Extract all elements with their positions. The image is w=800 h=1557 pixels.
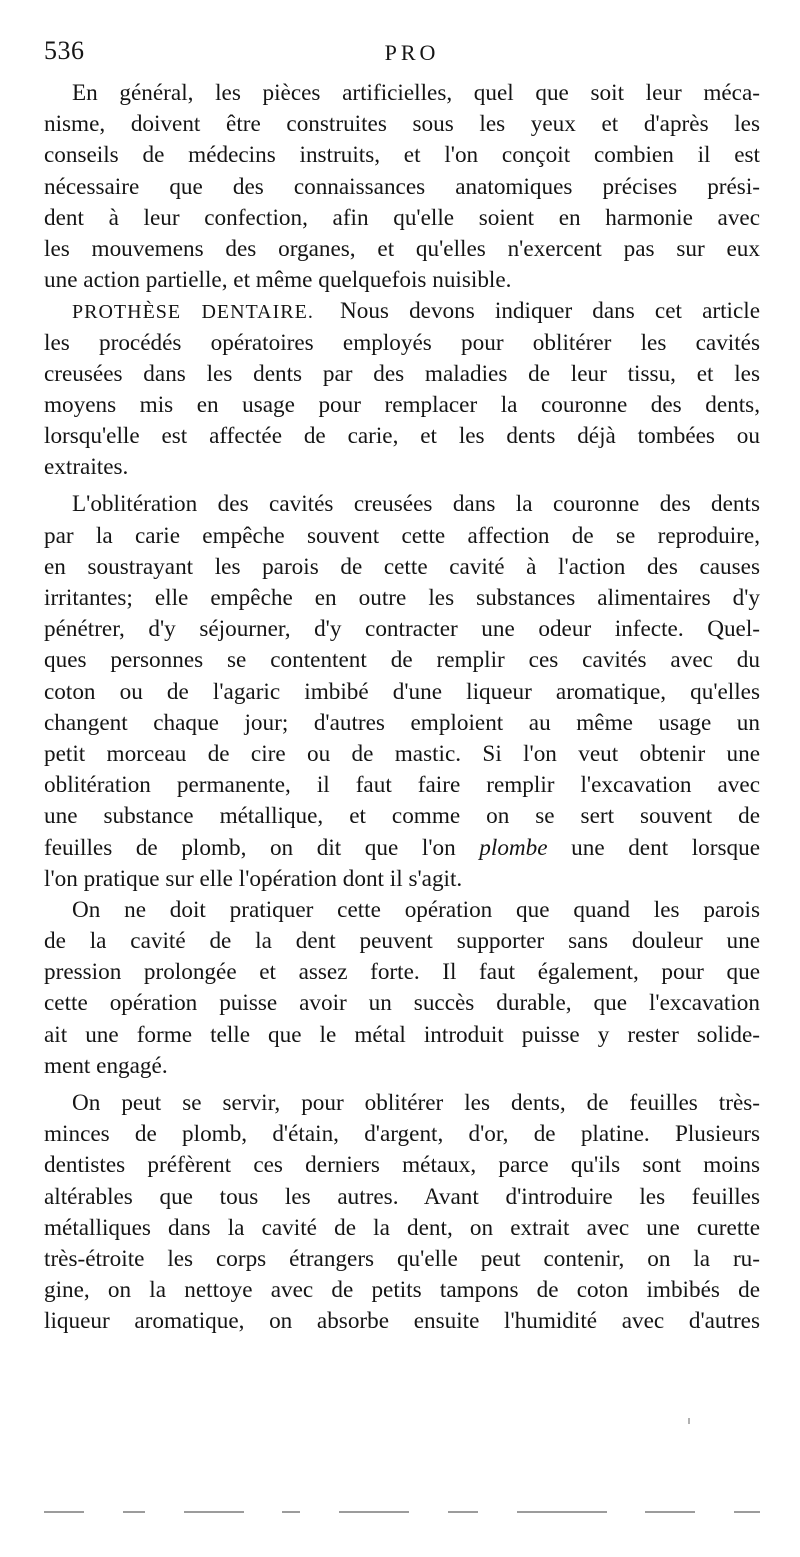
text-line: très-étroite les corps étrangers qu'elle peut contenir, on la ru- <box>44 1245 760 1272</box>
italic-term: plombe <box>479 834 548 861</box>
paragraph-conditions <box>44 895 760 1082</box>
running-head: PRO <box>384 40 440 65</box>
text-line: On peut se servir, pour oblitérer les dents, de feuilles très- <box>72 1090 760 1116</box>
text-line: pénétrer, d'y séjourner, d'y contracter une odeur infecte. Quel- <box>44 616 760 643</box>
text-run: feuilles de plomb, on dit que l'on <box>44 834 456 861</box>
text-line: moyens mis en usage pour remplacer la couronne des dents, <box>44 391 760 418</box>
scan-speck <box>688 1418 690 1424</box>
text-line: dent à leur confection, afin qu'elle soient en harmonie avec <box>44 204 760 231</box>
text-run: une dent lorsque <box>571 834 760 861</box>
paragraph-prothese-dentaire <box>44 296 760 483</box>
text-line: cette opération puisse avoir un succès durable, que l'excavation <box>44 990 760 1017</box>
text-line <box>44 833 760 864</box>
text-line: ques personnes se contentent de remplir ces cavités avec du <box>44 647 760 674</box>
page-header <box>44 36 760 76</box>
text-line: On ne doit pratiquer cette opération que quand les parois <box>72 896 760 923</box>
text-line: minces de plomb, d'étain, d'argent, d'or, de platine. Plusieurs <box>44 1121 760 1148</box>
text-line: dentistes préfèrent ces derniers métaux, parce qu'ils sont moins <box>44 1152 760 1179</box>
paragraph-general <box>44 78 760 296</box>
body-text <box>44 78 760 1338</box>
text-line: les procédés opératoires employés pour oblitérer les cavités <box>44 329 760 356</box>
text-line <box>44 296 760 327</box>
text-line: coton ou de l'agaric imbibé d'une liqueur aromatique, qu'elles <box>44 678 760 705</box>
text-line: irritantes; elle empêche en outre les substances alimentaires d'y <box>44 585 760 611</box>
text-line: L'oblitération des cavités creusées dans la couronne des dents <box>72 491 760 518</box>
text-line: nisme, doivent être construites sous les yeux et d'après les <box>44 111 760 138</box>
page-number: 536 <box>44 36 85 65</box>
text-line: creusées dans les dents par des maladies de leur tissu, et les <box>44 360 760 387</box>
paragraph-metals <box>44 1088 760 1338</box>
text-line: une substance métallique, et comme on se sert souvent de <box>44 803 760 830</box>
section-heading: PROTHÈSE DENTAIRE. <box>72 301 314 324</box>
text-line: nécessaire que des connaissances anatomiques précises prési- <box>44 173 760 200</box>
text-line: lorsqu'elle est affectée de carie, et les dents déjà tombées ou <box>44 423 760 450</box>
text-line: liqueur aromatique, on absorbe ensuite l'humidité avec d'autres <box>44 1308 760 1335</box>
text-line: métalliques dans la cavité de la dent, on extrait avec une curette <box>44 1214 760 1241</box>
text-line: oblitération permanente, il faut faire remplir l'excavation avec <box>44 772 760 799</box>
text-line: en soustrayant les parois de cette cavité à l'action des causes <box>44 553 760 580</box>
text-line: de la cavité de la dent peuvent supporter sans douleur une <box>44 928 760 955</box>
text-line: changent chaque jour; d'autres emploient au même usage un <box>44 709 760 736</box>
scan-noise-strip <box>44 1510 760 1514</box>
text-line: par la carie empêche souvent cette affection de se reproduire, <box>44 522 760 549</box>
text-run: Nous devons indiquer dans cet article <box>339 298 761 325</box>
text-line: petit morceau de cire ou de mastic. Si l'on veut obtenir une <box>44 740 760 767</box>
text-line: conseils de médecins instruits, et l'on conçoit combien il est <box>44 142 760 169</box>
text-line: l'on pratique sur elle l'opération dont il s'agit. <box>44 865 463 892</box>
text-line: extraites. <box>44 454 129 481</box>
text-line: ment engagé. <box>44 1052 168 1079</box>
text-line: une action partielle, et même quelquefois nuisible. <box>44 267 512 294</box>
text-line: pression prolongée et assez forte. Il faut également, pour que <box>44 959 760 986</box>
text-line: En général, les pièces artificielles, quel que soit leur méca- <box>72 80 760 106</box>
text-line: ait une forme telle que le métal introduit puisse y rester solide- <box>44 1021 760 1048</box>
text-line: gine, on la nettoye avec de petits tampons de coton imbibés de <box>44 1277 760 1304</box>
paragraph-obliteration <box>44 489 760 894</box>
text-line: altérables que tous les autres. Avant d'introduire les feuilles <box>44 1183 760 1210</box>
text-line: les mouvemens des organes, et qu'elles n'exercent pas sur eux <box>44 235 760 262</box>
